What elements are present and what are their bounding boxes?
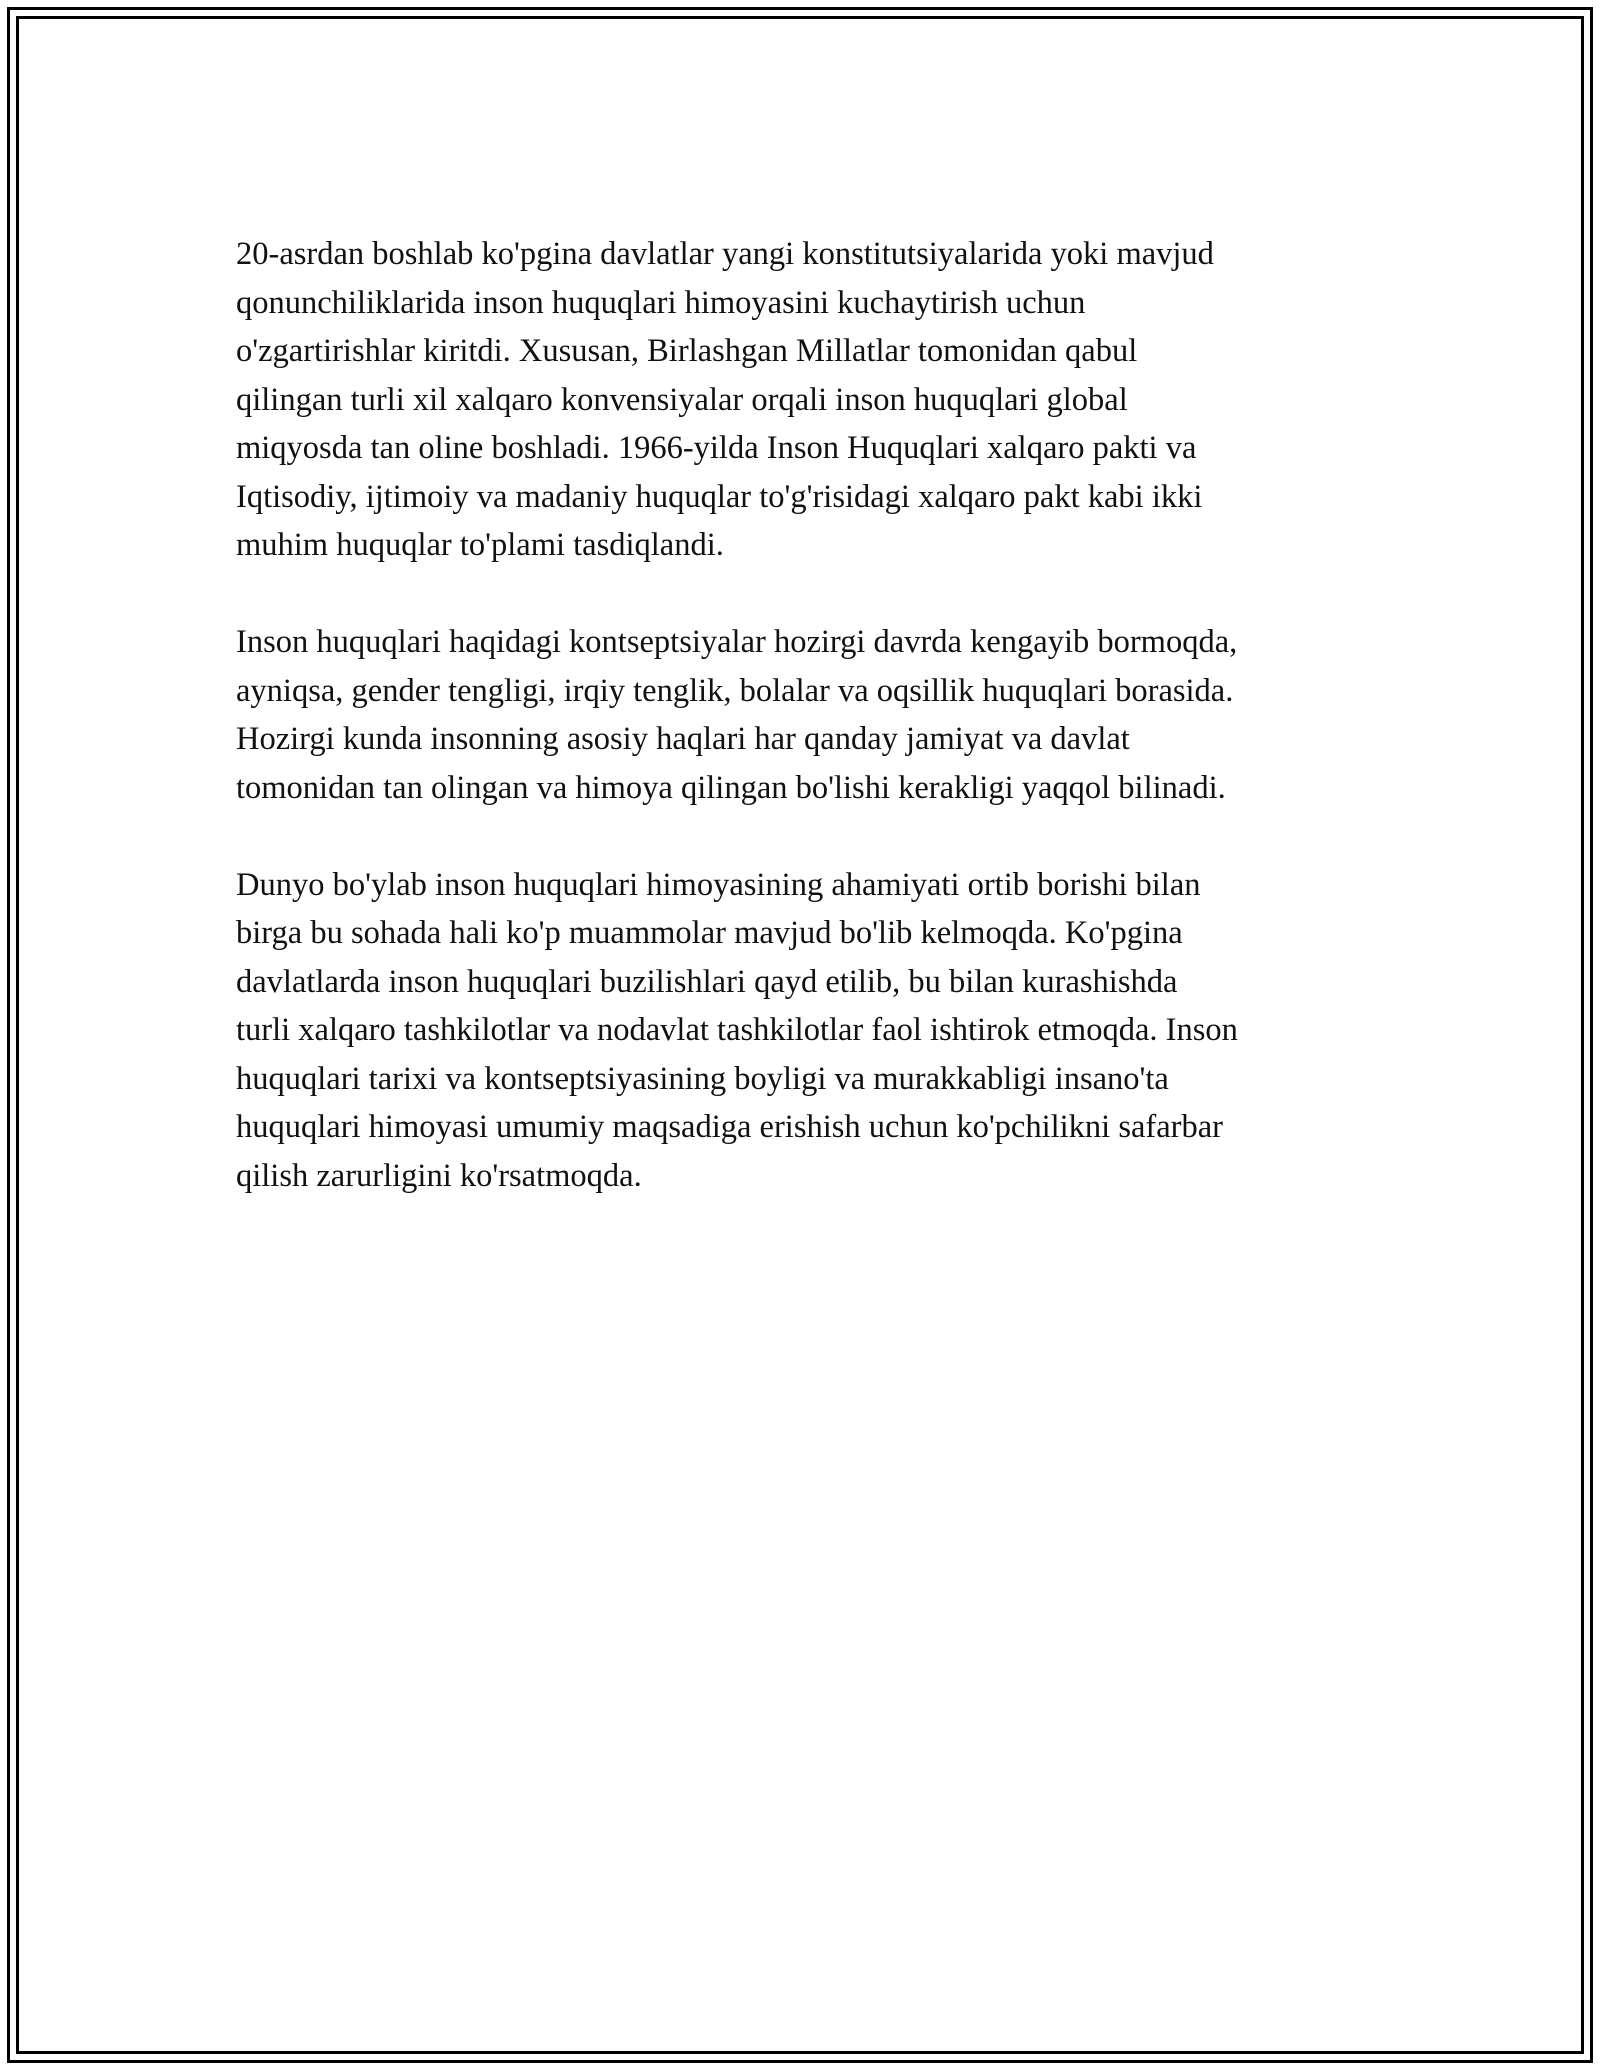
paragraph-1	[236, 230, 1386, 570]
text-line: Inson huquqlari haqidagi kontseptsiyalar hozirgi davrda kengayib bormoqda,	[236, 624, 1238, 660]
document-body	[236, 230, 1386, 1249]
text-line: o'zgartirishlar kiritdi. Xususan, Birlashgan Millatlar tomonidan qabul	[236, 333, 1138, 369]
text-line: miqyosda tan oline boshladi. 1966-yilda Inson Huquqlari xalqaro pakti va	[236, 430, 1197, 466]
text-line: Hozirgi kunda insonning asosiy haqlari har qanday jamiyat va davlat	[236, 721, 1130, 757]
text-line: 20-asrdan boshlab ko'pgina davlatlar yangi konstitutsiyalarida yoki mavjud	[236, 236, 1214, 272]
text-line: huquqlari tarixi va kontseptsiyasining boyligi va murakkabligi insano'ta	[236, 1060, 1169, 1097]
text-line: qonunchiliklarida inson huquqlari himoyasini kuchaytirish uchun	[236, 284, 1086, 321]
text-line: qilingan turli xil xalqaro konvensiyalar orqali inson huquqlari global	[236, 381, 1128, 418]
paragraph-2	[236, 618, 1386, 812]
text-line: tomonidan tan olingan va himoya qilingan bo'lishi kerakligi yaqqol bilinadi.	[236, 769, 1226, 806]
text-line: huquqlari himoyasi umumiy maqsadiga erishish uchun ko'pchilikni safarbar	[236, 1109, 1223, 1145]
text-line: muhim huquqlar to'plami tasdiqlandi.	[236, 527, 724, 563]
paragraph-3	[236, 861, 1386, 1201]
text-line: turli xalqaro tashkilotlar va nodavlat tashkilotlar faol ishtirok etmoqda. Inson	[236, 1012, 1238, 1048]
text-line: birga bu sohada hali ko'p muammolar mavjud bo'lib kelmoqda. Ko'pgina	[236, 915, 1183, 951]
text-line: ayniqsa, gender tengligi, irqiy tenglik, bolalar va oqsillik huquqlari borasida.	[236, 672, 1234, 709]
text-line: Dunyo bo'ylab inson huquqlari himoyasining ahamiyati ortib borishi bilan	[236, 866, 1201, 903]
text-line: qilish zarurligini ko'rsatmoqda.	[236, 1157, 642, 1194]
text-line: davlatlarda inson huquqlari buzilishlari qayd etilib, bu bilan kurashishda	[236, 963, 1178, 1000]
text-line: Iqtisodiy, ijtimoiy va madaniy huquqlar to'g'risidagi xalqaro pakt kabi ikki	[236, 478, 1203, 515]
